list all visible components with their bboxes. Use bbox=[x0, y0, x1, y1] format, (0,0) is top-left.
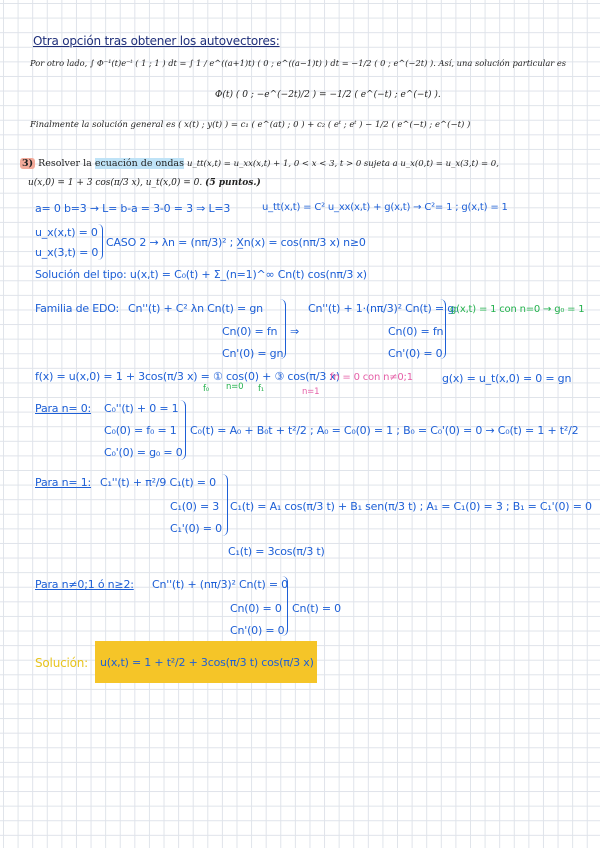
nn-eq-1: Cn''(t) + (nπ/3)² Cn(t) = 0 bbox=[152, 578, 288, 591]
prev-line-2: Φ(t) ( 0 ; −e^(−2t)/2 ) = −1/2 ( e^(−t) ; e^(−t) ). bbox=[215, 90, 441, 100]
solution-label: Solución: bbox=[35, 656, 89, 670]
work-line-2c: CASO 2 → λn = (nπ/3)² ; X̲n(x) = cos(nπ/3 x) n≥0 bbox=[106, 236, 366, 249]
n1-eq-1: C₁''(t) + π²/9 C₁(t) = 0 bbox=[100, 476, 216, 489]
brace-n1 bbox=[222, 474, 228, 536]
problem-text-1: Resolver la bbox=[38, 158, 92, 169]
n1-eq-2: C₁(0) = 3 bbox=[170, 500, 220, 513]
nn-label: Para n≠0;1 ó n≥2: bbox=[35, 578, 134, 591]
problem-statement bbox=[20, 158, 499, 169]
prev-line-3: Finalmente la solución general es ( x(t) ; y(t) ) = c₁ ( e^(at) ; 0 ) + c₂ ( eᵗ ; eᵗ ) − 1/2 ( e^(−t) ; e^(−t) ) bbox=[30, 120, 471, 130]
brace-n0 bbox=[180, 400, 186, 460]
fam-eq-3: Cn'(0) = gn bbox=[222, 347, 284, 360]
work-line-1a: a= 0 b=3 → L= b-a = 3-0 = 3 ⇒ L=3 bbox=[35, 202, 231, 215]
brace-fam bbox=[280, 299, 286, 359]
n0-result: C₀(t) = A₀ + B₀t + t²/2 ; A₀ = C₀(0) = 1 ; B₀ = C₀'(0) = 0 → C₀(t) = 1 + t²/2 bbox=[190, 424, 579, 437]
work-line-2a: u_x(x,t) = 0 bbox=[35, 226, 98, 239]
fam-label: Familia de EDO: bbox=[35, 302, 120, 315]
n0-label: Para n= 0: bbox=[35, 402, 92, 415]
fam-right-1: Cn''(t) + 1·(nπ/3)² Cn(t) = g₀ bbox=[308, 302, 459, 315]
work-line-3: Solución del tipo: u(x,t) = C₀(t) + Σ_(n=1)^∞ Cn(t) cos(nπ/3 x) bbox=[35, 268, 367, 281]
brace-bc bbox=[98, 224, 103, 260]
f-note: fn = 0 con n≠0;1 bbox=[330, 372, 413, 383]
fam-arrow: ⇒ bbox=[290, 325, 300, 338]
n1-label: Para n= 1: bbox=[35, 476, 92, 489]
problem-number: 3) bbox=[22, 158, 34, 169]
fam-eq-2: Cn(0) = fn bbox=[222, 325, 278, 338]
prev-heading: Otra opción tras obtener los autovectores: bbox=[33, 34, 280, 48]
n0-eq-2: C₀(0) = f₀ = 1 bbox=[104, 424, 177, 437]
g-line: g(x) = u_t(x,0) = 0 = gn bbox=[442, 372, 572, 385]
nn-eq-2: Cn(0) = 0 bbox=[230, 602, 282, 615]
f-sub-f0: f₀ bbox=[203, 384, 209, 394]
f-sub-n1: n=1 bbox=[302, 387, 320, 397]
f-sub-f1: f₁ bbox=[258, 384, 264, 394]
brace-nn bbox=[282, 576, 288, 636]
solution-equation: u(x,t) = 1 + t²/2 + 3cos(π/3 t) cos(π/3 x) bbox=[100, 656, 314, 669]
prev-line-1: Por otro lado, ∫ Φ⁻¹(t)e⁻ᵗ ( 1 ; 1 ) dt = ∫ 1 / e^((a+1)t) ( 0 ; e^((a−1)t) ) dt = −1/2 ( 0 ; e^(−2t) ). Así, una solución particular es bbox=[30, 58, 567, 68]
work-line-1b: u_tt(x,t) = C² u_xx(x,t) + g(x,t) → C²= 1 ; g(x,t) = 1 bbox=[262, 202, 508, 213]
f-line: f(x) = u(x,0) = 1 + 3cos(π/3 x) = ① cos(0) + ③ cos(π/3 x) bbox=[35, 370, 340, 383]
problem-text-3: u(x,0) = 1 + 3 cos(π/3 x), u_t(x,0) = 0. bbox=[28, 178, 203, 188]
fam-eq-1: Cn''(t) + C² λn Cn(t) = gn bbox=[128, 302, 263, 315]
fam-right-3: Cn'(0) = 0 bbox=[388, 347, 443, 360]
nn-eq-3: Cn'(0) = 0 bbox=[230, 624, 285, 637]
problem-highlight: ecuación de ondas bbox=[94, 158, 184, 169]
brace-fam-right bbox=[440, 299, 446, 359]
work-line-2b: u_x(3,t) = 0 bbox=[35, 246, 99, 259]
n1-final: C₁(t) = 3cos(π/3 t) bbox=[228, 545, 325, 558]
problem-text-2: u_tt(x,t) = u_xx(x,t) + 1, 0 < x < 3, t > 0 sujeta a u_x(0,t) = u_x(3,t) = 0, bbox=[187, 159, 499, 169]
nn-result: Cn(t) = 0 bbox=[292, 602, 341, 615]
fam-note: g(x,t) = 1 con n=0 → g₀ = 1 bbox=[450, 304, 585, 315]
f-sub-n0: n=0 bbox=[226, 382, 244, 392]
problem-points: (5 puntos.) bbox=[205, 178, 261, 188]
problem-statement-2 bbox=[28, 178, 261, 188]
n1-result: C₁(t) = A₁ cos(π/3 t) + B₁ sen(π/3 t) ; A₁ = C₁(0) = 3 ; B₁ = C₁'(0) = 0 bbox=[230, 500, 592, 513]
n1-eq-3: C₁'(0) = 0 bbox=[170, 522, 222, 535]
fam-right-2: Cn(0) = fn bbox=[388, 325, 444, 338]
n0-eq-1: C₀''(t) + 0 = 1 bbox=[104, 402, 179, 415]
n0-eq-3: C₀'(0) = g₀ = 0 bbox=[104, 446, 183, 459]
